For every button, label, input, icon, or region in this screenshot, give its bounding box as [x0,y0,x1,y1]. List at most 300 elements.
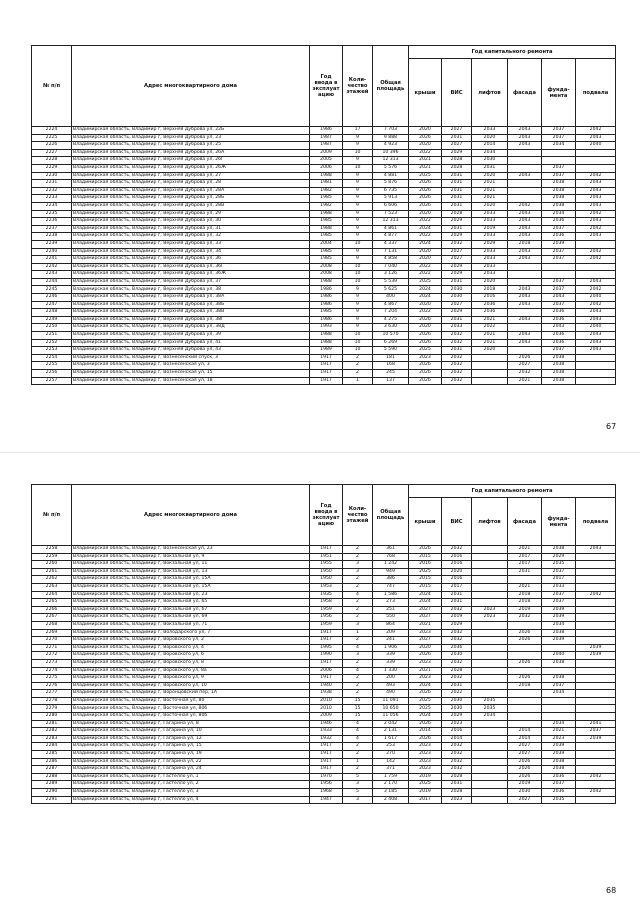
cell-area: 168 [373,362,409,370]
table-row [32,127,616,135]
cell-facade: 2018 [508,591,542,599]
cell-facade: 2027 [508,362,542,370]
cell-foundation: 2037 [542,127,576,135]
cell-lifts: 2036 [472,301,508,309]
cell-foundation: 2037 [542,682,576,690]
cell-year: 1958 [310,599,343,607]
cell-roofs: 2023 [409,354,442,362]
cell-foundation [542,149,576,157]
cell-num: 2282 [32,728,72,736]
cell-facade: 2043 [508,286,542,294]
cell-address: Владимирская область, Владимир г, Гагарина ул, 12 [72,735,310,743]
cell-foundation: 2038 [542,675,576,683]
cell-basement [576,370,616,378]
cell-lifts: 2036 [472,309,508,317]
cell-basement [576,675,616,683]
cell-year: 2010 [310,705,343,713]
cell-year: 1982 [310,187,343,195]
header-repair-group: Год капитального ремонта [409,46,616,59]
cell-lifts: 2033 [472,256,508,264]
cell-facade [508,644,542,652]
cell-num: 2260 [32,561,72,569]
cell-area: 11 056 [373,713,409,721]
cell-num: 2236 [32,218,72,226]
cell-foundation [542,263,576,271]
table-row [32,134,616,142]
table-row [32,614,616,622]
cell-basement [576,561,616,569]
cell-year: 1988 [310,210,343,218]
cell-lifts [472,621,508,629]
cell-floors: 3 [343,652,373,660]
header-num: № п/п [32,485,72,546]
cell-address: Владимирская область, Владимир г, Вокзальная ул, 15А [72,583,310,591]
cell-foundation [542,667,576,675]
cell-foundation: 2037 [542,256,576,264]
cell-address: Владимирская область, Владимир г, Восточная ул, 80б [72,705,310,713]
cell-area: 5 576 [373,164,409,172]
cell-lifts [472,370,508,378]
cell-facade: 2030 [508,789,542,797]
cell-foundation: 2038 [542,362,576,370]
table-row [32,576,616,584]
cell-area: 2 408 [373,796,409,804]
header-year: Год ввода в эксплуат ацию [310,485,343,546]
cell-facade: 2032 [508,370,542,378]
cell-area: 7 040 [373,263,409,271]
cell-roofs: 2025 [409,568,442,576]
cell-roofs: 2023 [409,766,442,774]
cell-foundation [542,705,576,713]
cell-area: 4 867 [373,301,409,309]
cell-facade [508,149,542,157]
cell-foundation: 2037 [542,301,576,309]
cell-foundation: 2038 [542,659,576,667]
cell-lifts: 2020 [472,347,508,355]
cell-floors: 9 [343,210,373,218]
cell-vis: 2032 [442,240,472,248]
cell-facade: 2027 [508,743,542,751]
cell-vis: 2027 [442,248,472,256]
table-row [32,743,616,751]
cell-lifts: 2020 [472,278,508,286]
cell-address: Владимирская область, Владимир г, Вознесенская ул, 18 [72,377,310,385]
repair-schedule-table [31,484,616,804]
cell-lifts [472,644,508,652]
cell-foundation: 2039 [542,751,576,759]
cell-area: 4 275 [373,316,409,324]
header-vis: ВИС [442,498,472,546]
table-row [32,278,616,286]
cell-address: Владимирская область, Владимир г, Гагарина ул, 24 [72,766,310,774]
cell-lifts [472,743,508,751]
cell-vis: 2032 [442,758,472,766]
cell-basement [576,271,616,279]
cell-roofs: 2021 [409,667,442,675]
cell-floors: 2 [343,637,373,645]
cell-address: Владимирская область, Владимир г, Верхняя Дуброва ул, 38 [72,286,310,294]
cell-vis: 2031 [442,347,472,355]
cell-facade [508,347,542,355]
cell-basement [576,553,616,561]
cell-year: 1987 [310,142,343,150]
cell-basement: 2042 [576,225,616,233]
cell-basement: 2042 [576,789,616,797]
cell-area: 4 881 [373,172,409,180]
cell-roofs: 2022 [409,218,442,226]
cell-address: Владимирская область, Владимир г, Вокзальная ул, 23 [72,591,310,599]
cell-vis: 2031 [442,195,472,203]
cell-address: Владимирская область, Владимир г, Гастелло ул, 1 [72,773,310,781]
cell-basement [576,690,616,698]
cell-year: 1933 [310,728,343,736]
cell-year: 1917 [310,766,343,774]
cell-floors: 4 [343,728,373,736]
table-row [32,697,616,705]
cell-basement: 2043 [576,134,616,142]
cell-area: 2 131 [373,728,409,736]
cell-basement [576,568,616,576]
cell-num: 2287 [32,766,72,774]
cell-floors: 4 [343,644,373,652]
cell-facade [508,309,542,317]
cell-lifts [472,629,508,637]
cell-roofs: 2022 [409,271,442,279]
cell-foundation: 2038 [542,758,576,766]
cell-lifts: 2021 [472,332,508,340]
cell-roofs: 2022 [409,149,442,157]
cell-address: Владимирская область, Владимир г, Верхняя Дуброва ул, 38В [72,309,310,317]
table-row [32,294,616,302]
cell-lifts: 2016 [472,294,508,302]
table-row [32,362,616,370]
table-row [32,583,616,591]
cell-address: Владимирская область, Владимир г, Вокзальная ул, 9 [72,553,310,561]
cell-vis: 2023 [442,720,472,728]
cell-basement [576,796,616,804]
cell-year: 1946 [310,720,343,728]
cell-num: 2277 [32,690,72,698]
table-row [32,652,616,660]
cell-vis: 2027 [442,301,472,309]
document-page-1 [0,0,640,450]
cell-foundation: 2037 [542,248,576,256]
cell-area: 4 861 [373,225,409,233]
cell-area: 5 590 [373,347,409,355]
cell-area: 137 [373,377,409,385]
cell-address: Владимирская область, Владимир г, Верхняя Дуброва ул, 31 [72,225,310,233]
cell-num: 2250 [32,324,72,332]
cell-year: 2008 [310,263,343,271]
table-row [32,309,616,317]
cell-basement: 2039 [576,644,616,652]
cell-facade: 2043 [508,218,542,226]
cell-facade: 2019 [508,606,542,614]
cell-foundation: 2039 [542,614,576,622]
cell-address: Владимирская область, Владимир г, Верхняя Дуброва ул, 33 [72,240,310,248]
cell-address: Владимирская область, Владимир г, Верхняя Дуброва ул, 28А [72,187,310,195]
cell-num: 2231 [32,180,72,188]
cell-foundation: 2037 [542,172,576,180]
cell-vis: 2029 [442,263,472,271]
cell-year: 1981 [310,180,343,188]
cell-facade [508,263,542,271]
cell-area: 4 923 [373,142,409,150]
cell-lifts [472,599,508,607]
cell-facade: 2043 [508,248,542,256]
cell-num: 2280 [32,713,72,721]
cell-address: Владимирская область, Владимир г, Верхняя Дуброва ул, 38Д [72,324,310,332]
cell-foundation: 2039 [542,743,576,751]
cell-num: 2264 [32,591,72,599]
table-row [32,629,616,637]
cell-address: Владимирская область, Владимир г, Вознесенская ул, 3 [72,362,310,370]
cell-basement: 2042 [576,256,616,264]
cell-num: 2261 [32,568,72,576]
cell-area: 371 [373,766,409,774]
cell-facade [508,195,542,203]
cell-vis: 2030 [442,652,472,660]
cell-address: Владимирская область, Владимир г, Верхняя Дуброва ул, 36Г [72,263,310,271]
cell-lifts: 2020 [472,134,508,142]
cell-year: 1950 [310,568,343,576]
cell-roofs: 2026 [409,735,442,743]
cell-address: Владимирская область, Владимир г, Володарского ул, 7 [72,629,310,637]
cell-roofs: 2020 [409,644,442,652]
cell-roofs: 2026 [409,720,442,728]
cell-foundation [542,644,576,652]
cell-floors: 2 [343,675,373,683]
cell-basement [576,164,616,172]
cell-floors: 2 [343,553,373,561]
cell-vis: 2031 [442,180,472,188]
header-foundation: фунда-мента [542,498,576,546]
table-row [32,256,616,264]
cell-address: Владимирская область, Владимир г, Верхняя Дуброва ул, 38Г [72,316,310,324]
cell-basement [576,713,616,721]
cell-foundation: 2038 [542,766,576,774]
cell-address: Владимирская область, Владимир г, Воровского ул, 10 [72,682,310,690]
cell-roofs: 2020 [409,256,442,264]
header-basement: подвала [576,498,616,546]
cell-lifts: 2033 [472,233,508,241]
cell-foundation [542,157,576,165]
table-row [32,561,616,569]
cell-basement [576,758,616,766]
cell-area: 5 539 [373,278,409,286]
cell-foundation: 2043 [542,294,576,302]
cell-address: Владимирская область, Владимир г, Вознесенский спуск, 3 [72,354,310,362]
cell-year: 1947 [310,796,343,804]
cell-lifts: 2021 [472,195,508,203]
cell-address: Владимирская область, Владимир г, Верхняя Дуброва ул, 38А [72,294,310,302]
cell-address: Владимирская область, Владимир г, Воровского ул, 2 [72,637,310,645]
cell-roofs: 2023 [409,751,442,759]
cell-year: 1917 [310,362,343,370]
cell-floors: 9 [343,309,373,317]
cell-num: 2252 [32,339,72,347]
cell-roofs: 2026 [409,377,442,385]
cell-foundation: 2029 [542,553,576,561]
cell-floors: 3 [343,561,373,569]
cell-area: 4 337 [373,240,409,248]
cell-area: 4 877 [373,233,409,241]
cell-facade: 2031 [508,568,542,576]
cell-facade: 2027 [508,751,542,759]
cell-basement [576,705,616,713]
header-vis: ВИС [442,59,472,127]
cell-num: 2265 [32,599,72,607]
table-row [32,187,616,195]
cell-num: 2235 [32,210,72,218]
repair-schedule-table [31,45,616,385]
cell-lifts [472,751,508,759]
table-row [32,659,616,667]
cell-num: 2259 [32,553,72,561]
table-row [32,202,616,210]
cell-num: 2270 [32,637,72,645]
cell-basement [576,149,616,157]
cell-floors: 9 [343,202,373,210]
table-row [32,218,616,226]
cell-year: 1968 [310,789,343,797]
table-row [32,332,616,340]
cell-vis: 2016 [442,553,472,561]
cell-address: Владимирская область, Владимир г, Воровского ул, 4 [72,644,310,652]
cell-area: 493 [373,682,409,690]
cell-lifts: 2022 [472,324,508,332]
cell-year: 1986 [310,127,343,135]
header-num: № п/п [32,46,72,127]
cell-year: 1982 [310,202,343,210]
header-address: Адрес многоквартирного дома [72,46,310,127]
cell-area: 7 523 [373,210,409,218]
cell-roofs: 2022 [409,263,442,271]
cell-facade: 2019 [508,781,542,789]
cell-address: Владимирская область, Владимир г, Верхняя Дуброва ул, 28В [72,202,310,210]
cell-year: 1985 [310,248,343,256]
cell-num: 2281 [32,720,72,728]
cell-year: 1959 [310,621,343,629]
cell-lifts: 2031 [472,164,508,172]
cell-address: Владимирская область, Владимир г, Верхняя Дуброва ул, 30 [72,218,310,226]
page-number: 67 [606,422,617,431]
cell-vis: 2032 [442,546,472,554]
cell-foundation: 2039 [542,606,576,614]
cell-area: 9 888 [373,134,409,142]
cell-basement: 2042 [576,773,616,781]
cell-year: 1988 [310,172,343,180]
cell-floors: 2 [343,370,373,378]
cell-floors: 9 [343,225,373,233]
cell-num: 2233 [32,195,72,203]
cell-lifts: 2018 [472,286,508,294]
cell-facade: 2021 [508,377,542,385]
cell-num: 2278 [32,697,72,705]
cell-facade [508,621,542,629]
cell-basement: 2042 [576,127,616,135]
cell-vis: 2032 [442,606,472,614]
cell-floors: 17 [343,127,373,135]
cell-basement [576,697,616,705]
cell-lifts [472,583,508,591]
cell-facade: 2026 [508,629,542,637]
cell-address: Владимирская область, Владимир г, Вокзальная ул, 67 [72,606,310,614]
cell-lifts: 2023 [472,606,508,614]
cell-year: 1938 [310,690,343,698]
cell-year: 2004 [310,240,343,248]
cell-area: 6 269 [373,339,409,347]
cell-roofs: 2026 [409,339,442,347]
table-row [32,728,616,736]
cell-address: Владимирская область, Владимир г, Гастелло ул, 4 [72,796,310,804]
table-row [32,766,616,774]
table-row [32,553,616,561]
cell-floors: 9 [343,195,373,203]
cell-foundation: 2034 [542,621,576,629]
header-foundation: фунда-мента [542,59,576,127]
cell-basement: 2043 [576,233,616,241]
cell-vis: 2030 [442,294,472,302]
cell-num: 2240 [32,248,72,256]
cell-foundation [542,697,576,705]
cell-year: 2006 [310,164,343,172]
cell-num: 2272 [32,652,72,660]
table-row [32,210,616,218]
cell-facade: 2026 [508,675,542,683]
cell-num: 2247 [32,301,72,309]
cell-lifts [472,766,508,774]
cell-year: 1985 [310,233,343,241]
cell-address: Владимирская область, Владимир г, Верхняя Дуброва ул, 38Б [72,301,310,309]
table-row [32,751,616,759]
cell-vis: 2028 [442,157,472,165]
cell-facade [508,278,542,286]
cell-foundation: 2036 [542,773,576,781]
cell-lifts: 2033 [472,218,508,226]
cell-vis: 2029 [442,621,472,629]
cell-area: 5 625 [373,286,409,294]
cell-facade: 2043 [508,316,542,324]
table-row [32,225,616,233]
cell-floors: 3 [343,568,373,576]
cell-foundation: 2037 [542,781,576,789]
cell-basement [576,781,616,789]
cell-floors: 9 [343,316,373,324]
cell-roofs: 2026 [409,180,442,188]
header-address: Адрес многоквартирного дома [72,485,310,546]
cell-roofs: 2024 [409,225,442,233]
cell-roofs: 2023 [409,675,442,683]
cell-area: 361 [373,546,409,554]
table-row [32,796,616,804]
cell-facade: 2032 [508,614,542,622]
cell-foundation: 2035 [542,796,576,804]
cell-num: 2258 [32,546,72,554]
cell-year: 2005 [310,157,343,165]
cell-roofs: 2023 [409,629,442,637]
cell-num: 2234 [32,202,72,210]
cell-basement: 2042 [576,172,616,180]
cell-lifts [472,546,508,554]
cell-floors: 10 [343,332,373,340]
cell-facade: 2043 [508,256,542,264]
cell-basement: 2043 [576,546,616,554]
cell-foundation: 2038 [542,202,576,210]
cell-vis: 2030 [442,705,472,713]
cell-year: 1917 [310,377,343,385]
cell-foundation: 2038 [542,629,576,637]
